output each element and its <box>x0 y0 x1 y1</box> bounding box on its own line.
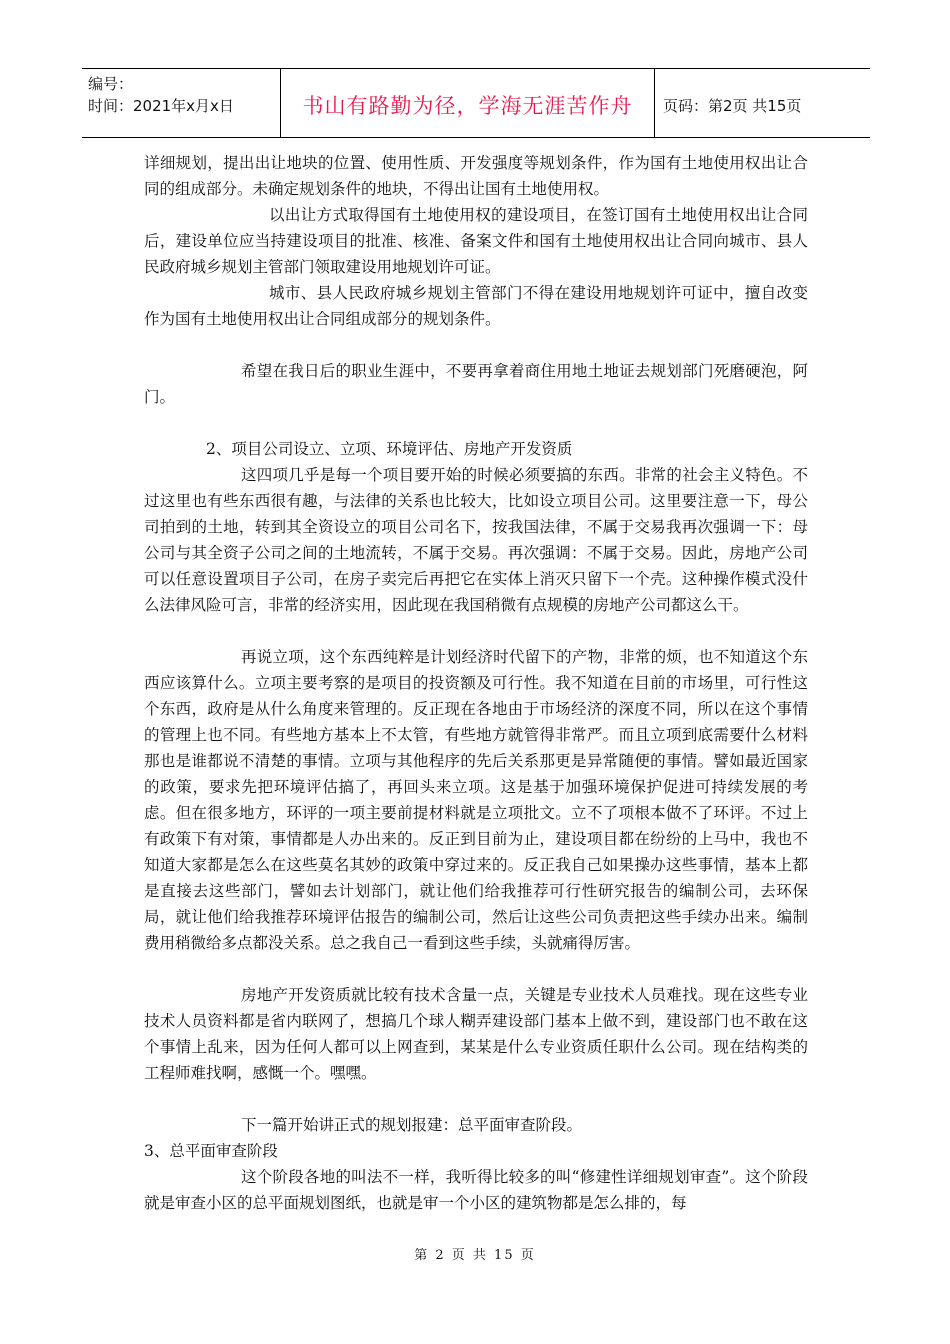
paragraph-8: 下一篇开始讲正式的规划报建：总平面审查阶段。 <box>241 1116 583 1134</box>
header-meta-cell <box>82 69 281 137</box>
header-page-cell <box>655 69 870 137</box>
spacer <box>144 410 808 436</box>
paragraph-1: 详细规划，提出出让地块的位置、使用性质、开发强度等规划条件，作为国有土地使用权出让合同的组成部分。未确定规划条件的地块，不得出让国有土地使用权。 <box>144 154 808 198</box>
page-header <box>82 68 870 138</box>
header-motto-cell <box>281 69 655 137</box>
number-label: 编号： <box>88 75 134 93</box>
footer-page-number: 第 2 页 共 15 页 <box>414 1248 536 1263</box>
spacer <box>144 332 808 358</box>
paragraph-2: 以出让方式取得国有土地使用权的建设项目，在签订国有土地使用权出让合同后，建设单位应当持建设项目的批准、核准、备案文件和国有土地使用权出让合同向城市、县人民政府城乡规划主管部门领取建设用地规划许可证。 <box>144 206 808 276</box>
section-heading-2: 2、项目公司设立、立项、环境评估、房地产开发资质 <box>206 440 573 458</box>
spacer <box>144 956 808 982</box>
spacer <box>144 1086 808 1112</box>
paragraph-5: 这四项几乎是每一个项目要开始的时候必须要搞的东西。非常的社会主义特色。不过这里也有些东西很有趣，与法律的关系也比较大，比如设立项目公司。这里要注意一下，母公司拍到的土地，转到其全资设立的项目公司名下，按我国法律，不属于交易我再次强调一下：母公司与其全资子公司之间的土地流转，不属于交易。再次强调：不属于交易。因此，房地产公司可以任意设置项目子公司，在房子卖完后再把它在实体上消灭只留下一个壳。这种操作模式没什么法律风险可言，非常的经济实用，因此现在我国稍微有点规模的房地产公司都这么干。 <box>144 466 808 614</box>
spacer <box>144 618 808 644</box>
document-body <box>144 150 808 1216</box>
paragraph-4: 希望在我日后的职业生涯中，不要再拿着商住用地土地证去规划部门死磨硬泡，阿门。 <box>144 362 808 406</box>
section-heading-3: 3、总平面审查阶段 <box>144 1142 278 1160</box>
paragraph-6: 再说立项，这个东西纯粹是计划经济时代留下的产物，非常的烦，也不知道这个东西应该算什么。立项主要考察的是项目的投资额及可行性。我不知道在目前的市场里，可行性这个东西，政府是从什么角度来管理的。反正现在各地由于市场经济的深度不同，所以在这个事情的管理上也不同。有些地方基本上不太管，有些地方就管得非常严。而且立项到底需要什么材料那也是谁都说不清楚的事情。立项与其他程序的先后关系那更是异常随便的事情。譬如最近国家的政策，要求先把环境评估搞了，再回头来立项。这是基于加强环境保护促进可持续发展的考虑。但在很多地方，环评的一项主要前提材料就是立项批文。立不了项根本做不了环评。不过上有政策下有对策，事情都是人办出来的。反正到目前为止，建设项目都在纷纷的上马中，我也不知道大家都是怎么在这些莫名其妙的政策中穿过来的。反正我自己如果操办这些事情，基本上都是直接去这些部门，譬如去计划部门，就让他们给我推荐可行性研究报告的编制公司，去环保局，就让他们给我推荐环境评估报告的编制公司，然后让这些公司负责把这些手续办出来。编制费用稍微给多点都没关系。总之我自己一看到这些手续，头就痛得厉害。 <box>144 648 808 952</box>
time-label: 时间：2021年x月x日 <box>88 97 234 115</box>
paragraph-9: 这个阶段各地的叫法不一样，我听得比较多的叫“修建性详细规划审查”。这个阶段就是审查小区的总平面规划图纸，也就是审一个小区的建筑物都是怎么排的，每 <box>144 1168 808 1212</box>
page-footer <box>0 1244 950 1263</box>
paragraph-3: 城市、县人民政府城乡规划主管部门不得在建设用地规划许可证中，擅自改变作为国有土地使用权出让合同组成部分的规划条件。 <box>144 284 808 328</box>
motto-text: 书山有路勤为径，学海无涯苦作舟 <box>302 94 633 118</box>
page-info: 页码：第2页 共15页 <box>663 96 802 115</box>
paragraph-7: 房地产开发资质就比较有技术含量一点，关键是专业技术人员难找。现在这些专业技术人员资料都是省内联网了，想搞几个球人糊弄建设部门基本上做不到，建设部门也不敢在这个事情上乱来，因为任何人都可以上网查到，某某是什么专业资质任职什么公司。现在结构类的工程师难找啊，感慨一个。嘿嘿。 <box>144 986 808 1082</box>
